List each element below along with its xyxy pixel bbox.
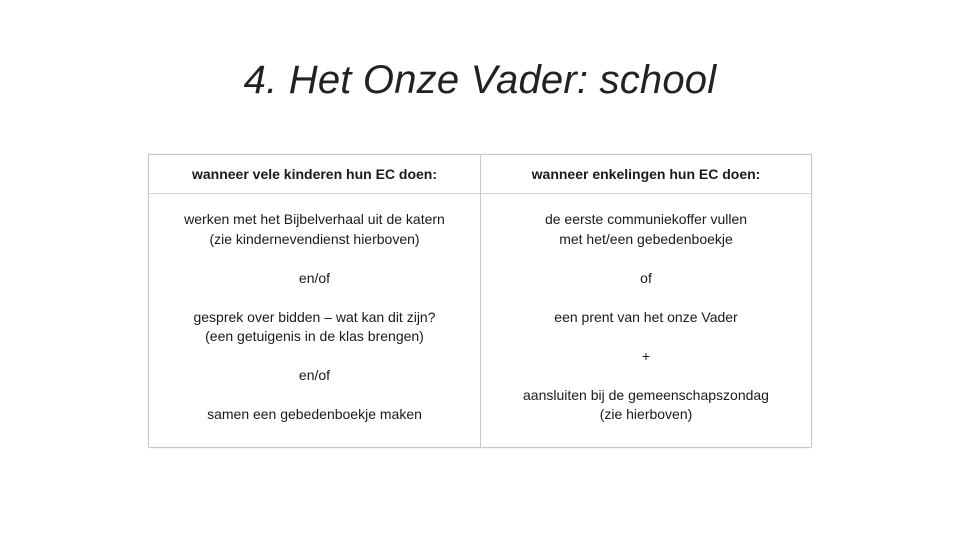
spacer [149,386,480,406]
table-cell-line: aansluiten bij de gemeenschapszondag [523,386,769,403]
table-cell-line: (zie hierboven) [599,406,693,422]
connector-or: of [640,269,652,286]
spacer [481,288,811,308]
column-header-few-children: wanneer enkelingen hun EC doen: [481,155,811,194]
table-cell-line: (zie kindernevendienst hierboven) [209,230,420,247]
slide-title: 4. Het Onze Vader: school [243,58,717,102]
column-body-many-children [149,194,480,425]
column-body-few-children [481,194,811,425]
table-cell-line: samen een gebedenboekje maken [207,406,422,422]
spacer [149,347,480,367]
table-column-many-children [149,155,481,447]
connector-and-or: en/of [298,367,331,383]
spacer [481,249,811,269]
table-cell-line: met het/een gebedenboekje [559,230,733,247]
spacer [481,327,811,347]
comparison-table [148,154,812,448]
connector-plus: + [641,347,651,364]
spacer [149,249,480,269]
spacer [149,288,480,308]
connector-and-or: en/of [298,269,331,286]
table-cell-line: de eerste communiekoffer vullen [544,211,748,227]
spacer [481,366,811,386]
table-column-few-children [481,155,811,447]
table-cell-line: werken met het Bijbelverhaal uit de katern [184,211,445,227]
table-cell-line: (een getuigenis in de klas brengen) [205,328,424,344]
table-cell-line: een prent van het onze Vader [554,308,738,325]
table-cell-line: gesprek over bidden – wat kan dit zijn? [193,308,436,325]
column-header-many-children: wanneer vele kinderen hun EC doen: [149,155,480,194]
